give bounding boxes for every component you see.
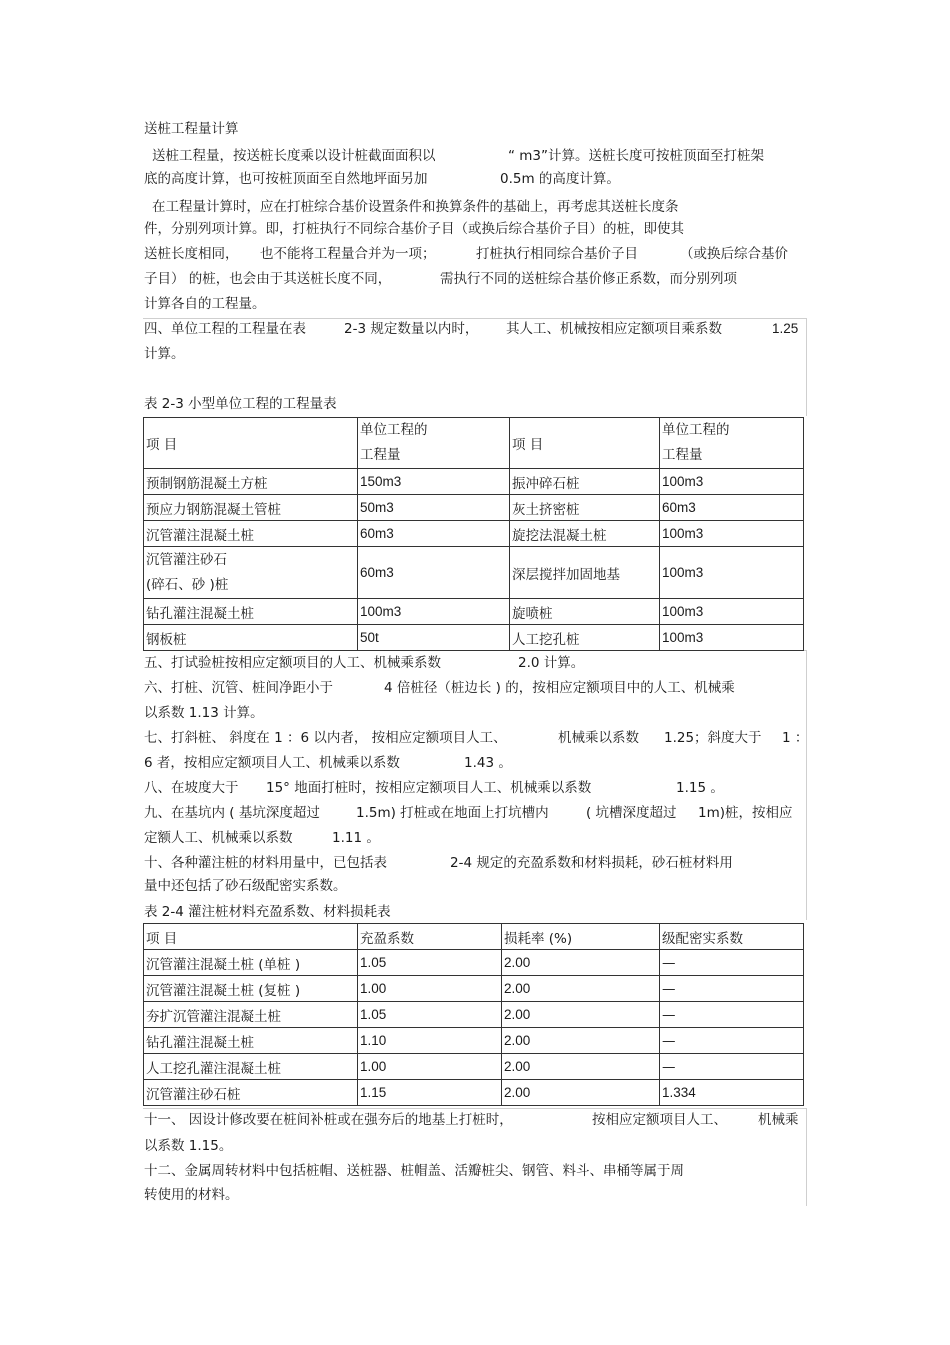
paragraph-line: 送桩长度相同， [144, 246, 239, 262]
paragraph-line: 十一、 因设计修改要在桩间补桩或在强夯后的地基上打桩时， [144, 1112, 513, 1128]
table-cell: 60m3 [660, 495, 804, 521]
paragraph-line: 四、单位工程的工程量在表 [144, 321, 306, 337]
section-title: 送桩工程量计算 [144, 121, 239, 137]
paragraph-line: 送桩工程量，按送桩长度乘以设计桩截面面积以 [152, 148, 436, 164]
paragraph-line: 机械乘 [758, 1112, 799, 1128]
paragraph-line: （或换后综合基价 [680, 246, 788, 262]
paragraph-line: 九、在基坑内 ( 基坑深度超过 [144, 805, 320, 821]
page-guide-line [143, 318, 807, 319]
paragraph-line: 底的高度计算，也可按桩顶面至自然地坪面另加 [144, 171, 428, 187]
paragraph-line: 十、各种灌注桩的材料用量中，已包括表 [144, 855, 387, 871]
paragraph-line: 打桩执行相同综合基价子目 [476, 246, 638, 262]
table-cell: 2.00 [502, 1054, 660, 1080]
table-cell: 50t [358, 625, 510, 651]
table-cell: 沉管灌注砂石桩 [144, 1080, 358, 1106]
table-cell: 夯扩沉管灌注混凝土桩 [144, 1002, 358, 1028]
table-row [144, 599, 804, 625]
header-cell: 项 目 [510, 418, 660, 469]
table-cell: 100m3 [660, 547, 804, 599]
table-small-units [143, 417, 804, 651]
table-cell: — [660, 1002, 804, 1028]
paragraph-line: 15° 地面打桩时，按相应定额项目人工、机械乘以系数 [266, 780, 592, 796]
paragraph-line: 4 倍桩径（桩边长 ) 的，按相应定额项目中的人工、机械乘 [384, 680, 735, 696]
page-guide-line [806, 318, 807, 416]
paragraph-line: 1.15 。 [676, 780, 724, 796]
paragraph-line: 2-4 规定的充盈系数和材料损耗，砂石桩材料用 [450, 855, 733, 871]
table-cell: 预制钢筋混凝土方桩 [144, 469, 358, 495]
table-cell: 2.00 [502, 950, 660, 976]
table-cell: 钻孔灌注混凝土桩 [144, 1028, 358, 1054]
table-row [144, 495, 804, 521]
paragraph-line: 量中还包括了砂石级配密实系数。 [144, 878, 347, 894]
paragraph-line: 在工程量计算时，应在打桩综合基价设置条件和换算条件的基础上，再考虑其送桩长度条 [152, 199, 679, 215]
table-cell: 60m3 [358, 547, 510, 599]
paragraph-line: 也不能将工程量合并为一项； [260, 246, 436, 262]
table-cell: 100m3 [358, 599, 510, 625]
paragraph-line: 计算。 [144, 346, 185, 362]
header-cell: 充盈系数 [358, 924, 502, 950]
table-row [144, 1080, 804, 1106]
table-cell: 沉管灌注混凝土桩 [144, 521, 358, 547]
paragraph-line: 定额人工、机械乘以系数 [144, 830, 293, 846]
table-cell: 100m3 [660, 625, 804, 651]
paragraph-line: 机械乘以系数 [558, 730, 639, 746]
paragraph-line: 八、在坡度大于 [144, 780, 239, 796]
paragraph-line: 需执行不同的送桩综合基价修正系数，而分别列项 [440, 271, 737, 287]
table-cell: 1.05 [358, 950, 502, 976]
header-cell: 损耗率 (%) [502, 924, 660, 950]
paragraph-line: 6 者，按相应定额项目人工、机械乘以系数 [144, 755, 400, 771]
table-cell: 1.05 [358, 1002, 502, 1028]
paragraph-line: “ m3”计算。送桩长度可按桩顶面至打桩架 [508, 148, 765, 164]
table-cell: 人工挖孔灌注混凝土桩 [144, 1054, 358, 1080]
table-row [144, 1054, 804, 1080]
table-cell: 150m3 [358, 469, 510, 495]
table-row [144, 1028, 804, 1054]
table-cell: 旋喷桩 [510, 599, 660, 625]
table-cell: 沉管灌注混凝土桩 (复桩 ) [144, 976, 358, 1002]
table-cell: 预应力钢筋混凝土管桩 [144, 495, 358, 521]
table-row [144, 1002, 804, 1028]
table-cell: 60m3 [358, 521, 510, 547]
table-cell: 1.334 [660, 1080, 804, 1106]
table-cell: 100m3 [660, 521, 804, 547]
table-cell: 沉管灌注砂石 (碎石、砂 )桩 [144, 547, 358, 599]
table-filling-coefficients [143, 923, 804, 1106]
paragraph-line: 1.43 。 [464, 755, 512, 771]
table-cell: 振冲碎石桩 [510, 469, 660, 495]
paragraph-line: 1m)桩，按相应 [698, 805, 793, 821]
table-row [144, 521, 804, 547]
table-cell: 钻孔灌注混凝土桩 [144, 599, 358, 625]
table-row [144, 469, 804, 495]
table-row [144, 950, 804, 976]
paragraph-line: 1.5m) 打桩或在地面上打坑槽内 [356, 805, 549, 821]
page-guide-line [806, 1108, 807, 1206]
paragraph-line: 六、打桩、沉管、桩间净距小于 [144, 680, 333, 696]
table-cell: 1.00 [358, 1054, 502, 1080]
table-cell: 100m3 [660, 469, 804, 495]
table-header-row [144, 924, 804, 950]
table-caption: 表 2-4 灌注桩材料充盈系数、材料损耗表 [144, 904, 391, 920]
table-cell: 1.00 [358, 976, 502, 1002]
table-cell: 旋挖法混凝土桩 [510, 521, 660, 547]
header-cell: 项 目 [144, 924, 358, 950]
table-row [144, 976, 804, 1002]
paragraph-line: 0.5m 的高度计算。 [500, 171, 620, 187]
table-caption: 表 2-3 小型单位工程的工程量表 [144, 396, 337, 412]
table-cell: 灰土挤密桩 [510, 495, 660, 521]
paragraph-line: 十二、金属周转材料中包括桩帽、送桩器、桩帽盖、活瓣桩尖、钢管、料斗、串桶等属于周 [144, 1163, 684, 1179]
page-guide-line [806, 650, 807, 920]
paragraph-line: 1.25 [772, 321, 799, 336]
table-cell: 2.00 [502, 1002, 660, 1028]
paragraph-line: 1.11 。 [332, 830, 380, 846]
page-guide-line [143, 1108, 807, 1109]
paragraph-line: 1.25；斜度大于 [664, 730, 762, 746]
table-cell: 2.00 [502, 1080, 660, 1106]
header-cell: 单位工程的 工程量 [660, 418, 804, 469]
table-cell: 50m3 [358, 495, 510, 521]
table-row [144, 547, 804, 599]
table-cell: 2.00 [502, 976, 660, 1002]
paragraph-line: 五、打试验桩按相应定额项目的人工、机械乘系数 [144, 655, 441, 671]
paragraph-line: 计算各自的工程量。 [144, 296, 266, 312]
header-cell: 项 目 [144, 418, 358, 469]
header-cell: 单位工程的 工程量 [358, 418, 510, 469]
table-cell: 1.10 [358, 1028, 502, 1054]
table-header-row [144, 418, 804, 469]
header-cell: 级配密实系数 [660, 924, 804, 950]
table-cell: — [660, 976, 804, 1002]
paragraph-line: 2-3 规定数量以内时， [344, 321, 479, 337]
paragraph-line: 按相应定额项目人工、 [592, 1112, 727, 1128]
paragraph-line: 七、打斜桩、 斜度在 1 ：6 以内者， 按相应定额项目人工、 [144, 730, 507, 746]
paragraph-line: 子目） 的桩，也会由于其送桩长度不同， [144, 271, 392, 287]
paragraph-line: 2.0 计算。 [518, 655, 585, 671]
table-cell: — [660, 1028, 804, 1054]
table-row [144, 625, 804, 651]
paragraph-line: 1 ： [782, 730, 809, 746]
table-cell: — [660, 950, 804, 976]
paragraph-line: 以系数 1.13 计算。 [144, 705, 264, 721]
table-cell: 1.15 [358, 1080, 502, 1106]
table-cell: 沉管灌注混凝土桩 (单桩 ) [144, 950, 358, 976]
table-cell: 人工挖孔桩 [510, 625, 660, 651]
paragraph-line: 以系数 1.15。 [144, 1138, 233, 1154]
paragraph-line: 其人工、机械按相应定额项目乘系数 [506, 321, 722, 337]
table-cell: 2.00 [502, 1028, 660, 1054]
table-cell: 钢板桩 [144, 625, 358, 651]
paragraph-line: 件，分别列项计算。即，打桩执行不同综合基价子目（或换后综合基价子目）的桩，即使其 [144, 221, 684, 237]
paragraph-line: ( 坑槽深度超过 [586, 805, 677, 821]
table-cell: — [660, 1054, 804, 1080]
table-cell: 深层搅拌加固地基 [510, 547, 660, 599]
table-cell: 100m3 [660, 599, 804, 625]
paragraph-line: 转使用的材料。 [144, 1187, 239, 1203]
